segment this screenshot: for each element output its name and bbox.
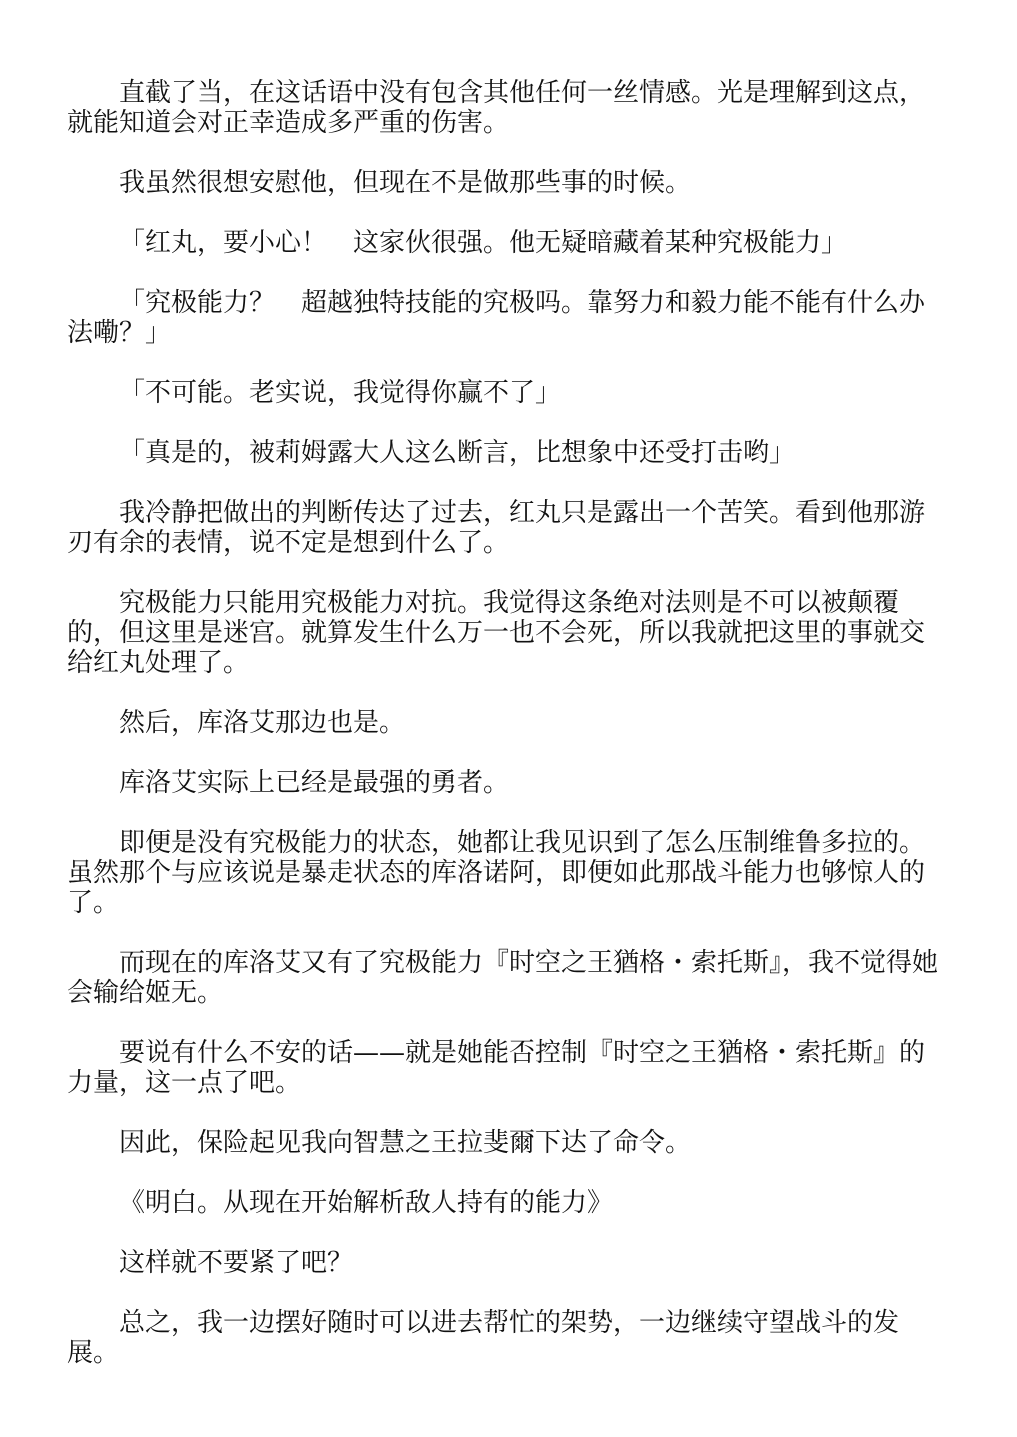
dialogue-paragraph: 「红丸，要小心！ 这家伙很强。他无疑暗藏着某种究极能力」: [119, 228, 848, 258]
paragraph: 而现在的库洛艾又有了究极能力『时空之王猶格・索托斯』，我不觉得她会输给姬无。: [67, 948, 939, 1008]
dialogue-paragraph: 「不可能。老实说，我觉得你赢不了」: [119, 378, 562, 408]
paragraph: 要说有什么不安的话——就是她能否控制『时空之王猶格・索托斯』的力量，这一点了吧。: [67, 1038, 926, 1098]
dialogue-paragraph: 「真是的，被莉姆露大人这么断言，比想象中还受打击哟」: [119, 438, 796, 468]
paragraph: 我冷静把做出的判断传达了过去，红丸只是露出一个苦笑。看到他那游刃有余的表情，说不定是想到什么了。: [67, 498, 926, 558]
paragraph: 即便是没有究极能力的状态，她都让我见识到了怎么压制维鲁多拉的。虽然那个与应该说是暴走状态的库洛诺阿，即便如此那战斗能力也够惊人的了。: [67, 828, 926, 918]
paragraph: 然后，库洛艾那边也是。: [119, 708, 406, 738]
paragraph: 这样就不要紧了吧？: [119, 1248, 354, 1278]
paragraph: 究极能力只能用究极能力对抗。我觉得这条绝对法则是不可以被颠覆的，但这里是迷宫。就算发生什么万一也不会死，所以我就把这里的事就交给红丸处理了。: [67, 588, 926, 678]
paragraph: 因此，保险起见我向智慧之王拉斐爾下达了命令。: [119, 1128, 692, 1158]
document-body: [67, 78, 947, 1398]
paragraph: 直截了当，在这话语中没有包含其他任何一丝情感。光是理解到这点，就能知道会对正幸造成多严重的伤害。: [67, 78, 926, 138]
paragraph: 总之，我一边摆好随时可以进去帮忙的架势，一边继续守望战斗的发展。: [67, 1308, 900, 1368]
paragraph: 库洛艾实际上已经是最强的勇者。: [119, 768, 510, 798]
dialogue-paragraph: 「究极能力？ 超越独特技能的究极吗。靠努力和毅力能不能有什么办法嘞？」: [67, 288, 926, 348]
system-voice-paragraph: 《明白。从现在开始解析敌人持有的能力》: [119, 1188, 614, 1218]
paragraph: 我虽然很想安慰他，但现在不是做那些事的时候。: [119, 168, 692, 198]
